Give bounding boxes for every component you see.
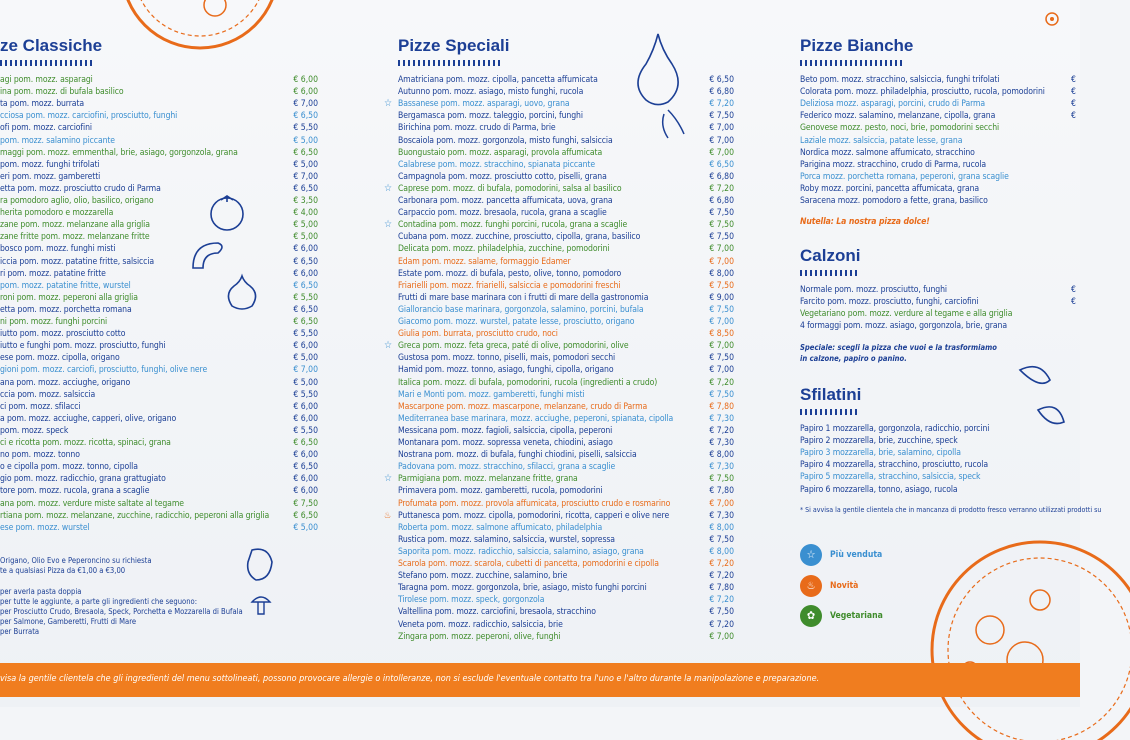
speciali-price: € 7,50 [709, 280, 734, 291]
speciali-item: Giacomo pom. mozz. wurstel, patate lesse, prosciutto, origano [398, 317, 635, 327]
classiche-price: € 6,00 [293, 413, 318, 424]
classiche-item: eri pom. mozz. gamberetti [0, 171, 101, 182]
speciali-item: Roberta pom. mozz. salmone affumicato, philadelphia [398, 522, 603, 533]
classiche-item: ci pom. mozz. sfilacci [0, 401, 81, 412]
speciali-item: Bassanese pom. mozz. asparagi, uovo, grana [398, 99, 570, 110]
classiche-item: bosco pom. mozz. funghi misti [0, 244, 116, 255]
speciali-item: Contadina pom. mozz. funghi porcini, rucola, grana a scaglie [398, 220, 628, 231]
speciali-item: Profumata pom. mozz. provola affumicata, prosciutto crudo e rosmarino [398, 498, 671, 509]
classiche-price: € 6,00 [293, 341, 318, 352]
speciali-price: € 7,50 [709, 534, 734, 545]
speciali-item: Mediterranea base marinara, mozz. acciughe, peperoni, spianata, cipolla [398, 413, 674, 424]
classiche-item: ana pom. mozz. acciughe, origano [0, 377, 131, 388]
classiche-price: € 3,50 [293, 196, 318, 206]
classiche-price: € 6,00 [293, 474, 318, 485]
shrimp-icon [188, 238, 228, 274]
classiche-note: per Prosciutto Crudo, Bresaola, Speck, Porchetta e Mozzarella di Bufala [0, 607, 243, 616]
speciali-item: Birichina pom. mozz. crudo di Parma, brie [398, 123, 556, 134]
speciali-item: Friarielli pom. mozz. friarielli, salsiccia e pomodorini freschi [398, 280, 621, 291]
classiche-item: etta pom. mozz. prosciutto crudo di Parma [0, 183, 161, 194]
speciali-divider [398, 60, 500, 66]
calzoni-note-line1: Speciale: scegli la pizza che vuoi e la trasformiamo [800, 343, 997, 352]
legend-star-icon: ☆ [800, 544, 822, 566]
classiche-price: € 5,00 [293, 159, 318, 170]
classiche-price: € 5,50 [293, 389, 318, 400]
herb-icon [1010, 360, 1070, 440]
classiche-note: te a qualsiasi Pizza da €1,00 a €3,00 [0, 566, 126, 576]
speciali-price: € 8,50 [709, 329, 734, 340]
speciali-item: Carbonara pom. mozz. pancetta affumicata, uova, grana [398, 196, 613, 206]
speciali-price: € 6,50 [709, 75, 734, 85]
speciali-item: Carpaccio pom. mozz. bresaola, rucola, grana a scaglie [398, 208, 607, 219]
speciali-item: Mascarpone pom. mozz. mascarpone, melanzane, crudo di Parma [398, 401, 648, 412]
pizza-illustration-top [120, 0, 290, 60]
speciali-price: € 7,50 [709, 304, 734, 315]
mushroom-icon [250, 592, 272, 616]
classiche-price: € 6,50 [293, 111, 318, 122]
bianche-item: Deliziosa mozz. asparagi, porcini, crudo di Parma [800, 99, 986, 110]
pizza-illustration-bottom [930, 540, 1130, 740]
tomato-icon [207, 192, 247, 232]
speciali-item: Calabrese pom. mozz. stracchino, spianata piccante [398, 159, 596, 170]
speciali-item: Giallorancio base marinara, gorgonzola, salamino, porcini, bufala [398, 304, 644, 315]
speciali-item: Valtellina pom. mozz. carciofini, bresaola, stracchino [398, 607, 596, 618]
sfilatini-divider [800, 409, 860, 415]
sfilatini-item: Papiro 6 mozzarella, tonno, asiago, rucola [800, 484, 958, 495]
bianche-item: Parigina mozz. stracchino, crudo di Parma, rucola [800, 159, 987, 170]
speciali-item: Tirolese pom. mozz. speck, gorgonzola [398, 595, 545, 606]
classiche-item: ci e ricotta pom. mozz. ricotta, spinaci, grana [0, 438, 171, 448]
legend-label-vegetariana: Vegetariana [830, 611, 883, 621]
sfilatini-item: Papiro 4 mozzarella, stracchino, prosciutto, rucola [800, 460, 988, 471]
classiche-price: € 6,00 [293, 486, 318, 497]
bianche-item: Saracena mozz. pomodoro a fette, grana, basilico [800, 196, 988, 206]
speciali-item: Mari e Monti pom. mozz. gamberetti, funghi misti [398, 389, 585, 400]
speciali-price: € 7,20 [709, 595, 734, 606]
classiche-price: € 5,50 [293, 425, 318, 436]
speciali-item: Edam pom. mozz. salame, formaggio Edamer [398, 256, 571, 267]
classiche-price: € 6,50 [293, 510, 318, 521]
classiche-note: per tutte le aggiunte, a parte gli ingredienti che seguono: [0, 596, 198, 606]
classiche-price: € 5,00 [293, 232, 318, 243]
speciali-price: € 7,30 [709, 510, 734, 521]
classiche-item: pom. mozz. speck [0, 425, 69, 436]
classiche-item: pom. mozz. funghi trifolati [0, 159, 100, 170]
classiche-price: € 4,00 [293, 208, 318, 219]
bianche-item: Nordica mozz. salmone affumicato, stracchino [800, 147, 975, 158]
speciali-price: € 7,20 [709, 571, 734, 582]
speciali-item: Cubana pom. mozz. zucchine, prosciutto, cipolla, grana, basilico [398, 232, 641, 243]
classiche-price: € 6,50 [293, 280, 318, 291]
garlic-icon [222, 272, 262, 312]
classiche-item: no pom. mozz. tonno [0, 450, 80, 461]
speciali-price: € 7,80 [709, 401, 734, 412]
calzoni-item: Normale pom. mozz. prosciutto, funghi [800, 285, 947, 295]
classiche-price: € 7,50 [293, 498, 318, 509]
calzoni-item: Vegetariano pom. mozz. verdure al tegame e alla griglia [800, 309, 1013, 320]
speciali-item: Scarola pom. mozz. scarola, cubetti di pancetta, pomodorini e cipolla [398, 559, 659, 569]
classiche-note: per Salmone, Gamberetti, Frutti di Mare [0, 617, 137, 627]
sfilatini-item: Papiro 3 mozzarella, brie, salamino, cipolla [800, 448, 961, 459]
classiche-item: iccia pom. mozz. patatine fritte, salsiccia [0, 256, 155, 267]
classiche-price: € 7,00 [293, 99, 318, 110]
speciali-price: € 6,80 [709, 196, 734, 206]
speciali-price: € 7,00 [709, 365, 734, 376]
classiche-item: gio pom. mozz. radicchio, grana grattugiato [0, 474, 166, 485]
speciali-price: € 7,30 [709, 462, 734, 473]
speciali-price: € 7,00 [709, 631, 734, 642]
speciali-price: € 7,50 [709, 111, 734, 122]
classiche-item: agi pom. mozz. asparagi [0, 75, 93, 85]
speciali-item: Campagnola pom. mozz. prosciutto cotto, piselli, grana [398, 171, 607, 182]
classiche-price: € 6,50 [293, 147, 318, 158]
disclaimer-text: * Si avvisa la gentile clientela che in mancanza di prodotto fresco verranno utilizzati prodotti su [800, 506, 1102, 514]
edge-price: € [1071, 75, 1076, 85]
classiche-price: € 5,00 [293, 220, 318, 231]
speciali-item: Buongustaio pom. mozz. asparagi, provola affumicata [398, 147, 603, 158]
speciali-title: Pizze Speciali [398, 36, 510, 55]
classiche-price: € 5,00 [293, 353, 318, 364]
speciali-price: € 7,00 [709, 123, 734, 134]
classiche-item: ni pom. mozz. funghi porcini [0, 317, 108, 327]
speciali-price: € 7,50 [709, 474, 734, 485]
speciali-item: Boscaiola pom. mozz. gorgonzola, misto funghi, salsiccia [398, 135, 613, 146]
edge-price: € [1071, 285, 1076, 295]
speciali-item: Autunno pom. mozz. asiago, misto funghi, rucola [398, 87, 584, 98]
footer-text: visa la gentile clientela che gli ingredienti del menu sottolineati, possono provocare allergie o intolleranze, non si esclude l'eventuale contatto tra l'uno e l'altro durante la manipolazione e preparazione. [0, 674, 820, 684]
speciali-price: € 7,20 [709, 99, 734, 110]
classiche-item: cciosa pom. mozz. carciofini, prosciutto, funghi [0, 111, 178, 122]
classiche-price: € 6,50 [293, 317, 318, 327]
classiche-note: per Burrata [0, 627, 40, 637]
classiche-item: pom. mozz. patatine fritte, wurstel [0, 280, 131, 291]
speciali-price: € 8,00 [709, 522, 734, 533]
nutella-note: Nutella: La nostra pizza dolce! [800, 217, 930, 227]
onion-icon [628, 30, 690, 140]
calzoni-item: 4 formaggi pom. mozz. asiago, gorgonzola, brie, grana [800, 321, 1007, 332]
classiche-item: ri pom. mozz. patatine fritte [0, 268, 106, 279]
speciali-price: € 7,00 [709, 256, 734, 267]
edge-price: € [1071, 99, 1076, 109]
classiche-item: ina pom. mozz. di bufala basilico [0, 87, 124, 98]
classiche-price: € 7,00 [293, 365, 318, 376]
classiche-item: ccia pom. mozz. salsiccia [0, 389, 96, 400]
sfilatini-item: Papiro 2 mozzarella, brie, zucchine, speck [800, 436, 958, 447]
speciali-item: Hamid pom. mozz. tonno, asiago, funghi, cipolla, origano [398, 365, 614, 376]
classiche-item: ofi pom. mozz. carciofini [0, 123, 92, 134]
legend-leaf-icon: ✿ [800, 605, 822, 627]
speciali-price: € 7,00 [709, 147, 734, 158]
speciali-price: € 7,00 [709, 135, 734, 146]
speciali-price: € 7,20 [709, 183, 734, 194]
edge-price: € [1071, 111, 1076, 121]
classiche-price: € 7,00 [293, 171, 318, 182]
speciali-price: € 8,00 [709, 268, 734, 279]
speciali-item: Caprese pom. mozz. di bufala, pomodorini, salsa al basilico [398, 183, 622, 194]
classiche-item: iutto pom. mozz. prosciutto cotto [0, 329, 126, 340]
speciali-item: Nostrana pom. mozz. di bufala, funghi chiodini, piselli, salsiccia [398, 450, 637, 461]
bianche-divider [800, 60, 905, 66]
bianche-item: Federico mozz. salamino, melanzane, cipolla, grana [800, 111, 996, 122]
speciali-item: Rustica pom. mozz. salamino, salsiccia, wurstel, sopressa [398, 534, 615, 545]
star-icon: ☆ [384, 340, 393, 352]
classiche-item: roni pom. mozz. peperoni alla griglia [0, 292, 138, 303]
sun-icon [1045, 12, 1059, 26]
speciali-item: Veneta pom. mozz. radicchio, salsiccia, brie [398, 619, 563, 630]
speciali-price: € 7,50 [709, 389, 734, 400]
speciali-item: Italica pom. mozz. di bufala, pomodorini, rucola (ingredienti a crudo) [398, 377, 658, 388]
speciali-price: € 6,80 [709, 87, 734, 98]
star-icon: ☆ [384, 98, 393, 110]
classiche-price: € 5,50 [293, 123, 318, 134]
classiche-price: € 5,50 [293, 329, 318, 340]
sfilatini-title: Sfilatini [800, 385, 862, 404]
sfilatini-item: Papiro 5 mozzarella, stracchino, salsiccia, speck [800, 472, 981, 483]
bianche-item: Laziale mozz. salsiccia, patate lesse, grana [800, 135, 963, 146]
star-icon: ☆ [384, 219, 393, 231]
bianche-title: Pizze Bianche [800, 36, 914, 55]
speciali-item: Gustosa pom. mozz. tonno, piselli, mais, pomodori secchi [398, 353, 616, 364]
speciali-price: € 7,20 [709, 619, 734, 630]
speciali-item: Parmigiana pom. mozz. melanzane fritte, grana [398, 474, 578, 485]
bianche-item: Genovese mozz. pesto, noci, brie, pomodorini secchi [800, 123, 1000, 134]
classiche-price: € 5,50 [293, 292, 318, 303]
speciali-item: Montanara pom. mozz. sopressa veneta, chiodini, asiago [398, 438, 613, 448]
classiche-price: € 5,00 [293, 377, 318, 388]
speciali-price: € 8,00 [709, 450, 734, 461]
speciali-item: Puttanesca pom. mozz. cipolla, pomodorini, ricotta, capperi e olive nere [398, 510, 670, 521]
bianche-item: Roby mozz. porcini, pancetta affumicata, grana [800, 183, 980, 194]
classiche-item: gioni pom. mozz. carciofi, prosciutto, funghi, olive nere [0, 365, 208, 376]
sfilatini-item: Papiro 1 mozzarella, gorgonzola, radicchio, porcini [800, 424, 990, 434]
speciali-item: Bergamasca pom. mozz. taleggio, porcini, funghi [398, 111, 583, 122]
classiche-price: € 6,00 [293, 244, 318, 255]
speciali-price: € 7,20 [709, 559, 734, 569]
classiche-item: ana pom. mozz. verdure miste saltate al tegame [0, 498, 184, 509]
pepper-icon [242, 544, 276, 584]
allergen-footer [0, 663, 1080, 697]
classiche-price: € 6,00 [293, 401, 318, 412]
classiche-price: € 6,00 [293, 268, 318, 279]
classiche-note: per averla pasta doppia [0, 586, 82, 596]
speciali-item: Primavera pom. mozz. gamberetti, rucola, pomodorini [398, 486, 603, 497]
star-icon: ☆ [384, 182, 393, 194]
classiche-price: € 6,50 [293, 438, 318, 448]
classiche-price: € 5,00 [293, 135, 318, 146]
speciali-price: € 8,00 [709, 546, 734, 557]
speciali-item: Frutti di mare base marinara con i frutti di mare della gastronomia [398, 292, 649, 303]
speciali-price: € 7,30 [709, 438, 734, 448]
classiche-item: ese pom. mozz. wurstel [0, 522, 90, 533]
classiche-divider [0, 60, 95, 66]
calzoni-divider [800, 270, 858, 276]
legend-flame-icon: ♨ [800, 575, 822, 597]
classiche-item: o e cipolla pom. mozz. tonno, cipolla [0, 462, 138, 473]
speciali-item: Amatriciana pom. mozz. cipolla, pancetta affumicata [398, 75, 598, 85]
classiche-item: herita pomodoro e mozzarella [0, 208, 114, 219]
speciali-price: € 7,20 [709, 377, 734, 388]
classiche-item: tore pom. mozz. rucola, grana a scaglie [0, 486, 150, 497]
bianche-item: Porca mozz. porchetta romana, peperoni, grana scaglie [800, 171, 1009, 182]
speciali-item: Greca pom. mozz. feta greca, paté di olive, pomodorini, olive [398, 341, 629, 352]
classiche-item: etta pom. mozz. porchetta romana [0, 304, 132, 315]
speciali-item: Delicata pom. mozz. philadelphia, zucchine, pomodorini [398, 244, 610, 255]
speciali-item: Taragna pom. mozz. gorgonzola, brie, asiago, misto funghi porcini [398, 583, 647, 594]
speciali-item: Zingara pom. mozz. peperoni, olive, funghi [398, 631, 561, 642]
calzoni-title: Calzoni [800, 246, 861, 265]
speciali-price: € 6,50 [709, 159, 734, 170]
classiche-item: iutto e funghi pom. mozz. prosciutto, funghi [0, 341, 166, 352]
classiche-price: € 6,50 [293, 462, 318, 473]
speciali-price: € 7,80 [709, 583, 734, 594]
classiche-price: € 6,00 [293, 450, 318, 461]
speciali-price: € 7,00 [709, 244, 734, 255]
edge-price: € [1071, 297, 1076, 307]
speciali-price: € 7,00 [709, 341, 734, 352]
classiche-price: € 6,50 [293, 183, 318, 194]
bianche-item: Colorata pom. mozz. philadelphia, prosciutto, rucola, pomodorini [800, 87, 1045, 98]
classiche-title: ze Classiche [0, 36, 103, 55]
calzoni-note-line2: in calzone, papiro o panino. [800, 354, 907, 363]
speciali-item: Stefano pom. mozz. zucchine, salamino, brie [398, 571, 568, 582]
speciali-item: Padovana pom. mozz. stracchino, sfilacci, grana a scaglie [398, 462, 616, 473]
speciali-item: Saporita pom. mozz. radicchio, salsiccia, salamino, asiago, grana [398, 546, 644, 557]
speciali-price: € 7,50 [709, 232, 734, 243]
classiche-item: zane fritte pom. mozz. melanzane fritte [0, 232, 150, 243]
classiche-price: € 6,00 [293, 75, 318, 85]
classiche-item: a pom. mozz. acciughe, capperi, olive, origano [0, 413, 177, 424]
classiche-item: zane pom. mozz. melanzane alla griglia [0, 220, 150, 231]
speciali-item: Giulia pom. burrata, prosciutto crudo, noci [398, 329, 558, 340]
speciali-price: € 7,00 [709, 317, 734, 327]
classiche-item: ra pomodoro aglio, olio, basilico, origano [0, 196, 154, 206]
classiche-price: € 6,00 [293, 87, 318, 98]
classiche-item: ta pom. mozz. burrata [0, 99, 85, 110]
speciali-price: € 7,50 [709, 208, 734, 219]
speciali-price: € 7,20 [709, 425, 734, 436]
speciali-price: € 7,50 [709, 353, 734, 364]
speciali-price: € 7,80 [709, 486, 734, 497]
bianche-item: Beto pom. mozz. stracchino, salsiccia, funghi trifolati [800, 75, 1000, 85]
classiche-item: maggi pom. mozz. emmenthal, brie, asiago, gorgonzola, grana [0, 147, 238, 158]
legend-label-piu-venduta: Più venduta [830, 550, 883, 560]
speciali-item: Estate pom. mozz. di bufala, pesto, olive, tonno, pomodoro [398, 268, 622, 279]
speciali-item: Messicana pom. mozz. fagioli, salsiccia, cipolla, peperoni [398, 425, 613, 436]
classiche-item: pom. mozz. salamino piccante [0, 135, 115, 146]
legend-label-novita: Novità [830, 581, 859, 591]
classiche-price: € 6,50 [293, 256, 318, 267]
star-icon: ☆ [384, 473, 393, 485]
speciali-price: € 6,80 [709, 171, 734, 182]
classiche-price: € 6,50 [293, 304, 318, 315]
classiche-price: € 5,00 [293, 522, 318, 533]
calzoni-item: Farcito pom. mozz. prosciutto, funghi, carciofini [800, 297, 979, 308]
classiche-item: rtiana pom. mozz. melanzane, zucchine, radicchio, peperoni alla griglia [0, 510, 270, 521]
speciali-price: € 7,50 [709, 220, 734, 231]
classiche-note: Origano, Olio Evo e Peperoncino su richiesta [0, 556, 152, 565]
speciali-price: € 7,30 [709, 413, 734, 424]
edge-price: € [1071, 87, 1076, 97]
flame-icon: ♨ [384, 510, 392, 521]
speciali-price: € 7,50 [709, 607, 734, 618]
classiche-item: ese pom. mozz. cipolla, origano [0, 353, 120, 364]
speciali-price: € 9,00 [709, 292, 734, 303]
speciali-price: € 7,00 [709, 498, 734, 509]
